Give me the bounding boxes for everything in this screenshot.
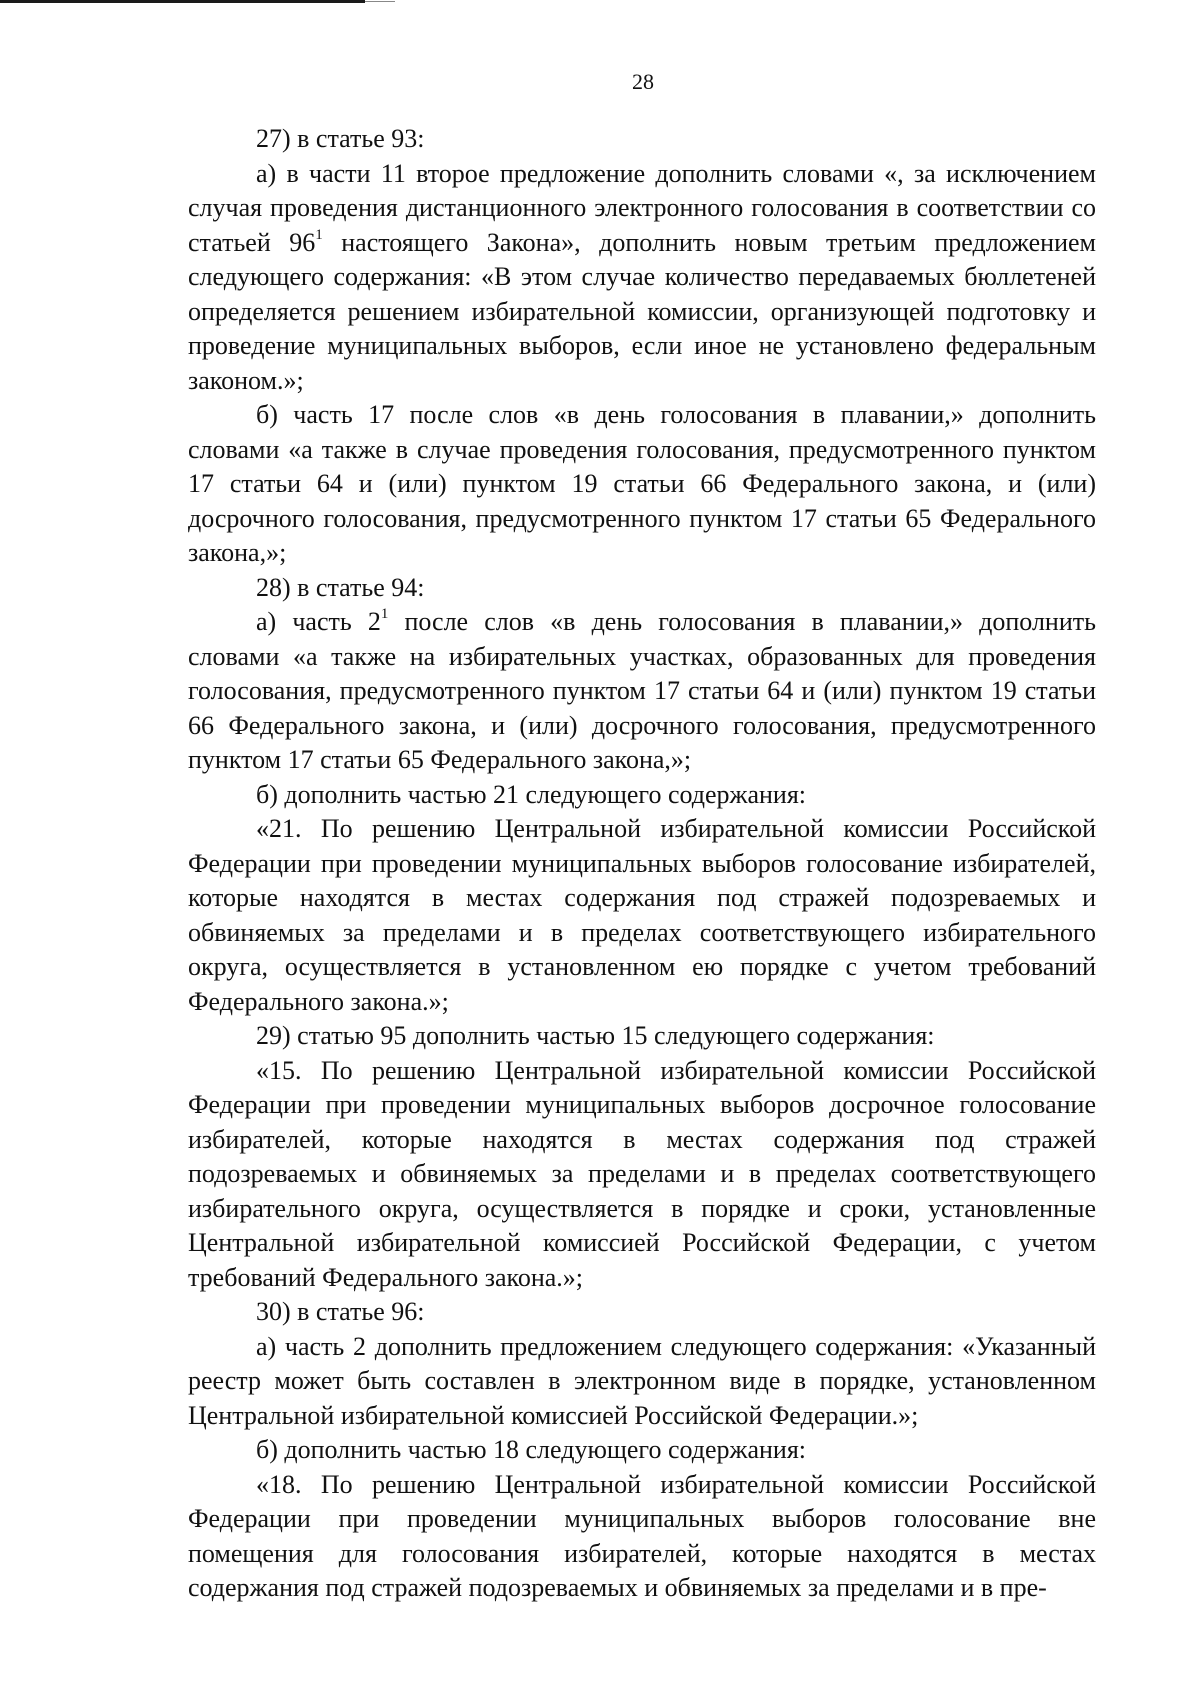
paragraph-article-96-a: а) часть 2 дополнить предложением следующего содержания: «Указанный реестр может быть составлен в электронном виде в порядке, установленном Центральной избирательной комиссией Российской Федерации.»; (188, 1331, 1096, 1430)
paragraph-article-94: 28) в статье 94: (256, 572, 425, 602)
page-number: 28 (632, 69, 654, 94)
document-body (188, 122, 1096, 1606)
paragraph-article-93: 27) в статье 93: (256, 124, 425, 153)
paragraph-article-93-b: б) часть 17 после слов «в день голосования в плавании,» дополнить словами «а также в случае проведения голосования, предусмотренного пунктом 17 статьи 64 и (или) пунктом 19 статьи 66 Федерального закона, и (или) досрочного голосования, предусмотренного пунктом 17 статьи 65 Федерального закона,»; (188, 400, 1096, 567)
superscript-index: 1 (315, 226, 323, 243)
paragraph-text: настоящего Закона», дополнить новым третьим предложением следующего содержания: «В этом случае количество передаваемых бюллетеней определяется решением избирательной комиссии, организующей подготовку и проведение муниципальных выборов, если иное не установлено федеральным законом.»; (188, 227, 1097, 395)
paragraph-part-18: «18. По решению Центральной избирательной комиссии Российской Федерации при проведении муниципальных выборов голосование вне помещения для голосования избирателей, которые находятся в местах содержания под стражей подозреваемых и обвиняемых за пределами и в пре- (188, 1469, 1096, 1602)
paragraph-article-95: 29) статью 95 дополнить частью 15 следующего содержания: (256, 1021, 935, 1050)
paragraph-text: после слов «в день голосования в плавании,» дополнить словами «а также на избирательных участках, образованных для проведения голосования, предусмотренного пунктом 17 статьи 64 и (или) пунктом 19 статьи 66 Федерального закона, и (или) досрочного голосования, предусмотренного пунктом 17 статьи 65 Федерального закона,»; (188, 607, 1096, 774)
paragraph-article-94-b: б) дополнить частью 21 следующего содержания: (256, 779, 807, 809)
paragraph-text: а) в части 11 второе предложение дополнить словами «, за исключением случая проведения дистанционного электронного голосования в соответствии со статьей 96 (188, 158, 1096, 257)
paragraph-text: а) часть 2 (256, 607, 381, 636)
paragraph-article-96-b: б) дополнить частью 18 следующего содержания: (256, 1435, 807, 1464)
paragraph-part-15: «15. По решению Центральной избирательной комиссии Российской Федерации при проведении муниципальных выборов досрочное голосование избирателей, которые находятся в местах содержания под стражей подозреваемых и обвиняемых за пределами и в пределах соответствующего избирательного округа, осуществляется в порядке и сроки, установленные Центральной избирательной комиссией Российской Федерации, с учетом требований Федерального закона.»; (188, 1055, 1096, 1292)
superscript-index: 1 (380, 606, 389, 623)
paragraph-article-93-a (188, 157, 1096, 399)
scan-edge-top-line (0, 0, 365, 3)
paragraph-part-21: «21. По решению Центральной избирательной комиссии Российской Федерации при проведении муниципальных выборов голосование избирателей, которые находятся в местах содержания под стражей подозреваемых и обвиняемых за пределами и в пределах соответствующего избирательного округа, осуществляется в установленном ею порядке с учетом требований Федерального закона.»; (188, 814, 1096, 1016)
paragraph-article-94-a (188, 605, 1096, 778)
scan-edge-top-line-faint (365, 1, 395, 2)
paragraph-article-96: 30) в статье 96: (256, 1297, 425, 1326)
